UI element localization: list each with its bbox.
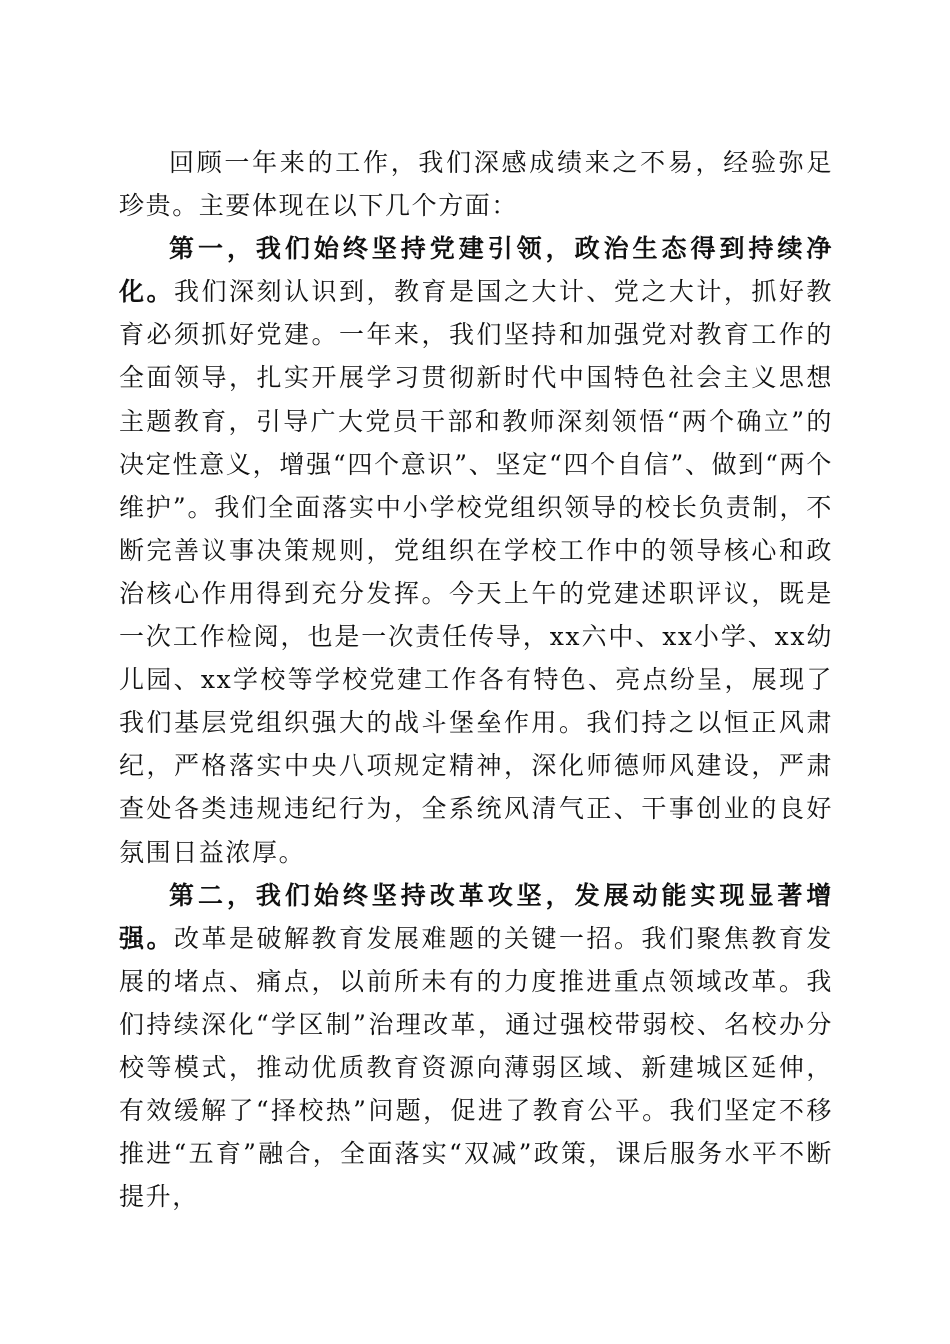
section-two-heading: 第二，我们始终坚持改革攻坚，发展动能实现显著增强。 [119, 880, 833, 953]
intro-paragraph [119, 141, 833, 227]
document-body [119, 141, 833, 1218]
section-one-paragraph [119, 227, 833, 873]
paragraph-text: 回顾一年来的工作，我们深感成绩来之不易，经验弥足珍贵。主要体现在以下几个方面： [119, 148, 833, 221]
section-one-heading: 第一，我们始终坚持党建引领，政治生态得到持续净化。 [119, 234, 833, 307]
section-two-paragraph [119, 874, 833, 1219]
paragraph-text: 我们深刻认识到，教育是国之大计、党之大计，抓好教育必须抓好党建。一年来，我们坚持和加强党对教育工作的全面领导，扎实开展学习贯彻新时代中国特色社会主义思想主题教育，引导广大党员干部和教师深刻领悟“两个确立”的决定性意义，增强“四个意识”、坚定“四个自信”、做到“两个维护”。我们全面落实中小学校党组织领导的校长负责制，不断完善议事决策规则，党组织在学校工作中的领导核心和政治核心作用得到充分发挥。今天上午的党建述职评议，既是一次工作检阅，也是一次责任传导，xx六中、xx小学、xx幼儿园、xx学校等学校党建工作各有特色、亮点纷呈，展现了我们基层党组织强大的战斗堡垒作用。我们持之以恒正风肃纪，严格落实中央八项规定精神，深化师德师风建设，严肃查处各类违规违纪行为，全系统风清气正、干事创业的良好氛围日益浓厚。 [119, 277, 834, 867]
paragraph-text: 改革是破解教育发展难题的关键一招。我们聚焦教育发展的堵点、痛点，以前所未有的力度推进重点领域改革。我们持续深化“学区制”治理改革，通过强校带弱校、名校办分校等模式，推动优质教育资源向薄弱区域、新建城区延伸，有效缓解了“择校热”问题，促进了教育公平。我们坚定不移推进“五育”融合，全面落实“双减”政策，课后服务水平不断提升， [119, 923, 834, 1212]
